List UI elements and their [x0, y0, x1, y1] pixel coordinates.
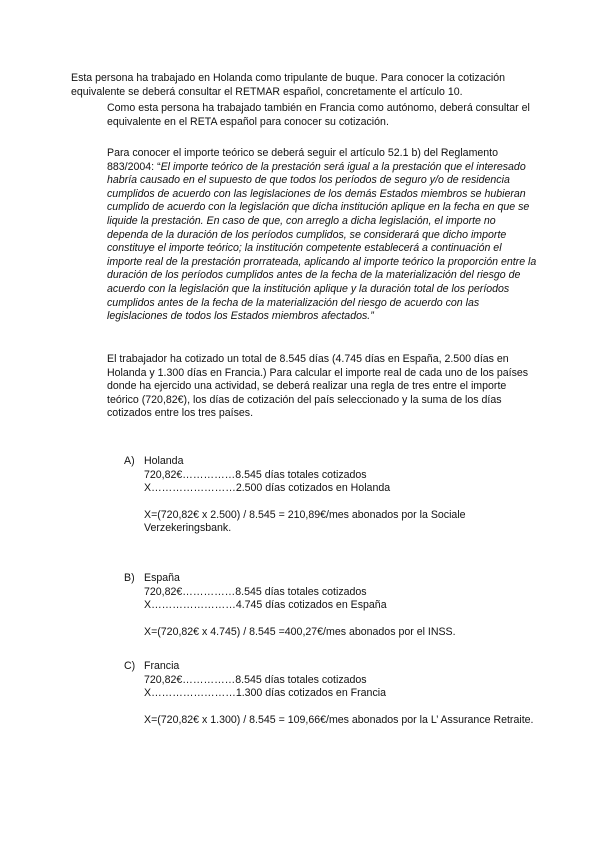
case-formula: X=(720,82€ x 2.500) / 8.545 = 210,89€/mes abonados por la Sociale Verzekeringsbank.: [144, 508, 466, 535]
regulation-lead: Para conocer el importe teórico se deberá seguir el artículo 52.1 b) del Reglamento 883/2004: “: [107, 147, 499, 173]
case-heading: [124, 455, 544, 469]
regulation-quote: El importe teórico de la prestación será igual a la prestación que el interesado habría causado en el supuesto de que todos los períodos de seguro y/o de residencia cumplidos de acuerdo con las legislaciones de los demás Estados miembros se hubieran cumplido de acuerdo con la legislación que dicha institución aplique en la fecha en que se liquide la prestación. En caso de que, con arreglo a dicha legislación, el importe no dependa de la duración de los períodos cumplidos, se considerará que dicho importe constituye el importe teórico; la institución competente establecerá a continuación el importe real de la prestación prorrateada, aplicando al importe teórico la proporción entre la duración de los períodos cumplidos antes de la fecha de la materialización del riesgo de acuerdo con la legislación que la institución aplique y la duración total de los períodos cumplidos antes de la fecha de la materialización del riesgo de acuerdo con las legislaciones de todos los Estados miembros afectados.”: [107, 160, 537, 323]
case-country: Holanda: [144, 455, 184, 467]
rule-line-total: 720,82€……………8.545 días totales cotizados: [144, 673, 367, 686]
case-country: Francia: [144, 660, 180, 672]
rule-line-country: X……………………1.300 días cotizados en Francia: [144, 687, 386, 700]
case-heading: [124, 572, 544, 586]
case-francia: [124, 660, 544, 727]
case-letter: B): [124, 572, 135, 584]
case-letter: C): [124, 660, 136, 672]
case-holanda: [124, 455, 544, 536]
rule-line-country: X……………………4.745 días cotizados en España: [144, 599, 387, 612]
regulation-paragraph: [107, 147, 539, 324]
case-formula: X=(720,82€ x 4.745) / 8.545 =400,27€/mes abonados por el INSS.: [144, 625, 456, 638]
intro-paragraph: Esta persona ha trabajado en Holanda como tripulante de buque. Para conocer la cotización equivalente se deberá consultar el RETMAR español, concretamente el artículo 10.: [71, 72, 506, 98]
france-intro-paragraph: Como esta persona ha trabajado también en Francia como autónomo, deberá consultar el equivalente en el RETA español para conocer su cotización.: [107, 102, 530, 128]
rule-line-total: 720,82€……………8.545 días totales cotizados: [144, 585, 367, 598]
case-heading: [124, 660, 544, 674]
case-country: España: [144, 572, 180, 584]
total-days-paragraph: El trabajador ha cotizado un total de 8.545 días (4.745 días en España, 2.500 días en Holanda y 1.300 días en Francia.) Para calcular el importe real de cada uno de los países donde ha ejercido una actividad, se deberá realizar una regla de tres entre el importe teórico (720,82€), los días de cotización del país seleccionado y la suma de los días cotizados entre los tres países.: [107, 353, 529, 420]
case-formula: X=(720,82€ x 1.300) / 8.545 = 109,66€/mes abonados por la L’ Assurance Retraite.: [144, 713, 534, 726]
rule-line-total: 720,82€……………8.545 días totales cotizados: [144, 468, 367, 481]
case-letter: A): [124, 455, 135, 467]
rule-line-country: X……………………2.500 días cotizados en Holanda: [144, 482, 391, 495]
case-espana: [124, 572, 544, 639]
